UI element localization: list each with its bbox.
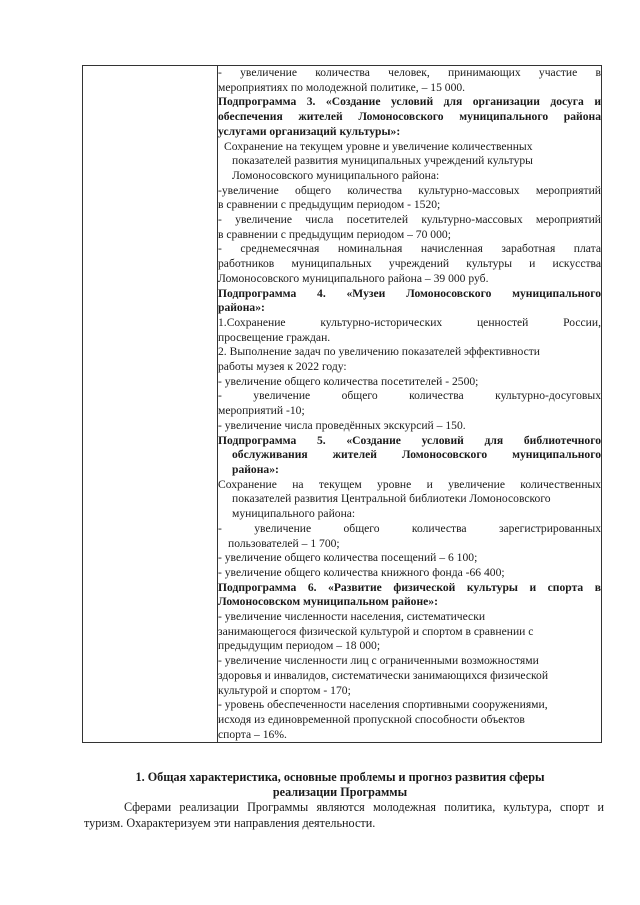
subprogram-heading-line: Подпрограмма 6. «Развитие физической культуры и спорта в	[218, 580, 601, 594]
table-text-line: пользователей – 1 700;	[228, 536, 340, 550]
section-heading-line: реализации Программы	[272, 785, 408, 799]
table-text-line: - увеличение численности лиц с ограниченными возможностями	[218, 654, 539, 668]
section-paragraph	[84, 800, 604, 831]
table-text-line: - среднемесячная номинальная начисленная заработная плата	[218, 242, 601, 256]
subprogram-heading-line: Подпрограмма 5. «Создание условий для библиотечного	[218, 433, 601, 447]
table-text-line: культурой и спортом - 170;	[218, 683, 351, 697]
subprogram-heading-line: Подпрограмма 4. «Музеи Ломоносовского муниципального	[218, 286, 601, 300]
table-text-line: просвещение граждан.	[218, 330, 331, 344]
table-text-line: - увеличение общего количества культурно-досуговых	[218, 389, 601, 403]
table-text-line: исходя из единовременной пропускной способности объектов	[218, 712, 525, 726]
table-text-line: - увеличение общего количества посещений – 6 100;	[218, 551, 478, 565]
table-right-cell	[218, 66, 602, 743]
table-text-line: в сравнении с предыдущим периодом - 1520;	[218, 198, 441, 212]
table-text-line: работников муниципальных учреждений культуры и искусства	[218, 257, 601, 271]
table-text-line: 2. Выполнение задач по увеличению показателей эффективности	[218, 345, 540, 359]
subprogram-heading-line: услугами организаций культуры»:	[218, 124, 401, 138]
paragraph-line: Сферами реализации Программы являются молодежная политика, культура, спорт и	[124, 800, 604, 814]
table-text-line: показателей развития Центральной библиотеки Ломоносовского	[232, 492, 551, 506]
section-heading-line: 1. Общая характеристика, основные проблемы и прогноз развития сферы	[135, 770, 545, 784]
table-text-line: - увеличение числа посетителей культурно-массовых мероприятий	[218, 213, 601, 227]
table-text-line: спорта – 16%.	[218, 727, 287, 741]
table-text-line: мероприятиях по молодежной политике, – 15 000.	[218, 80, 466, 94]
table-text-line: - увеличение общего количества книжного фонда -66 400;	[218, 565, 505, 579]
table-text-line: предыдущим периодом – 18 000;	[218, 639, 381, 653]
table-text-line: Ломоносовского муниципального района – 39 000 руб.	[218, 271, 489, 285]
program-table	[82, 65, 602, 743]
subprogram-heading-line: обеспечения жителей Ломоносовского муниципального района	[218, 110, 601, 124]
table-text-line: Сохранение на текущем уровне и увеличение количественных	[224, 139, 533, 153]
table-text-line: муниципального района:	[232, 507, 356, 521]
table-row	[83, 66, 602, 743]
table-text-line: мероприятий -10;	[218, 404, 305, 418]
table-text-line: - увеличение количества человек, принимающих участие в	[218, 66, 601, 79]
subprogram-heading-line: района»:	[232, 462, 279, 476]
table-text-line: - увеличение численности населения, систематически	[218, 610, 486, 624]
table-text-line: -увеличение общего количества культурно-массовых мероприятий	[218, 183, 601, 197]
table-text-line: - увеличение общего количества зарегистрированных	[218, 521, 601, 535]
table-text-line: здоровья и инвалидов, систематически занимающихся физической	[218, 668, 549, 682]
table-text-line: - увеличение общего количества посетителей - 2500;	[218, 374, 479, 388]
table-text-line: Ломоносовского муниципального района:	[232, 168, 440, 182]
table-text-line: 1.Сохранение культурно-исторических ценностей России,	[218, 315, 601, 329]
table-text-line: в сравнении с предыдущим периодом – 70 000;	[218, 227, 451, 241]
paragraph-line: туризм. Охарактеризуем эти направления деятельности.	[84, 815, 376, 830]
subprogram-heading-line: обслуживания жителей Ломоносовского муниципального	[232, 448, 601, 462]
table-text-line: - уровень обеспеченности населения спортивными сооружениями,	[218, 698, 548, 712]
table-text-line: занимающегося физической культурой и спортом в сравнении с	[218, 624, 534, 638]
section-heading	[90, 770, 590, 800]
subprogram-heading-line: Ломоносовском муниципальном районе»:	[218, 595, 438, 609]
subprogram-heading-line: Подпрограмма 3. «Создание условий для организации досуга и	[218, 95, 601, 109]
table-text-line: работы музея к 2022 году:	[218, 360, 347, 374]
table-left-cell	[83, 66, 218, 743]
subprogram-text-block	[218, 66, 601, 742]
table-text-line: Сохранение на текущем уровне и увеличение количественных	[218, 477, 601, 491]
subprogram-heading-line: района»:	[218, 301, 265, 315]
table-text-line: показателей развития муниципальных учреждений культуры	[232, 154, 533, 168]
table-text-line: - увеличение числа проведённых экскурсий – 150.	[218, 418, 466, 432]
